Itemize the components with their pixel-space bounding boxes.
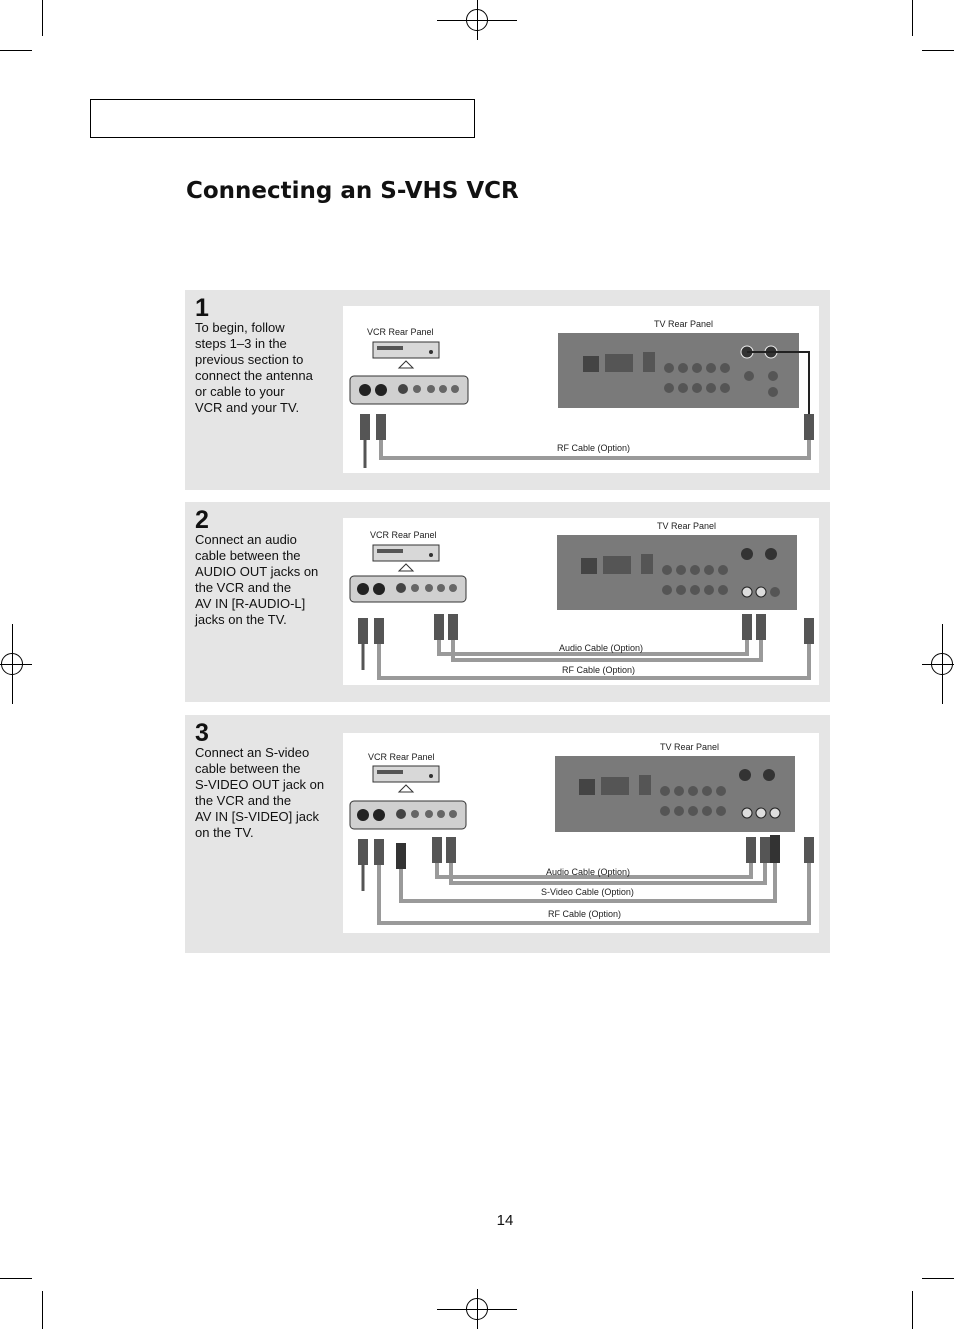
tv-rear-panel xyxy=(555,756,795,832)
step-number: 3 xyxy=(195,719,209,747)
vcr-device-icon xyxy=(373,545,439,571)
crop-mark xyxy=(912,0,913,36)
vcr-rear-panel-label: VCR Rear Panel xyxy=(368,752,435,762)
crop-mark xyxy=(42,0,43,36)
section-header-box xyxy=(90,99,475,138)
step-instructions: To begin, follow steps 1–3 in the previous section to connect the antenna or cable to your VCR and your TV. xyxy=(195,320,313,415)
step-instructions: Connect an audio cable between the AUDIO OUT jacks on the VCR and the AV IN [R-AUDIO-L] jacks on the TV. xyxy=(195,532,319,627)
step-instructions: Connect an S-video cable between the S-VIDEO OUT jack on the VCR and the AV IN [S-VIDEO] jack on the TV. xyxy=(195,745,325,840)
vcr-rear-panel xyxy=(350,376,468,404)
step-3-panel xyxy=(185,715,830,953)
audio-cable-label: Audio Cable (Option) xyxy=(559,643,644,653)
svideo-cable-label: S-Video Cable (Option) xyxy=(541,887,634,897)
step-1-panel xyxy=(185,290,830,490)
crop-mark xyxy=(912,1291,913,1329)
tv-rear-panel-label: TV Rear Panel xyxy=(660,742,720,752)
crop-mark xyxy=(0,50,32,51)
step-2-panel xyxy=(185,502,830,702)
crop-mark xyxy=(0,1278,32,1279)
step-number: 1 xyxy=(195,294,209,322)
tv-rear-panel xyxy=(558,333,799,408)
diagram-svg xyxy=(343,306,819,473)
vcr-rear-panel xyxy=(350,801,466,829)
crop-mark xyxy=(922,1278,954,1279)
connection-diagram xyxy=(343,306,819,473)
step-number: 2 xyxy=(195,506,209,534)
vcr-rear-panel-label: VCR Rear Panel xyxy=(367,327,434,337)
diagram-svg xyxy=(343,518,819,685)
audio-cable xyxy=(434,614,766,660)
page-title: Connecting an S-VHS VCR xyxy=(186,178,519,204)
vcr-device-icon xyxy=(373,766,439,792)
vcr-device-icon xyxy=(373,342,439,368)
connection-diagram xyxy=(343,518,819,685)
connection-diagram xyxy=(343,733,819,933)
crop-mark xyxy=(42,1291,43,1329)
rf-cable-label: RF Cable (Option) xyxy=(557,443,631,453)
rf-cable-label: RF Cable (Option) xyxy=(562,665,636,675)
diagram-svg xyxy=(343,733,819,933)
vcr-rear-panel-label: VCR Rear Panel xyxy=(370,530,437,540)
rf-cable-label: RF Cable (Option) xyxy=(548,909,622,919)
crop-mark xyxy=(922,50,954,51)
audio-cable-label: Audio Cable (Option) xyxy=(546,867,631,877)
vcr-rear-panel xyxy=(350,576,466,602)
page-number: 14 xyxy=(496,1212,514,1229)
tv-rear-panel-label: TV Rear Panel xyxy=(654,319,714,329)
tv-rear-panel xyxy=(557,535,797,610)
tv-rear-panel-label: TV Rear Panel xyxy=(657,521,717,531)
